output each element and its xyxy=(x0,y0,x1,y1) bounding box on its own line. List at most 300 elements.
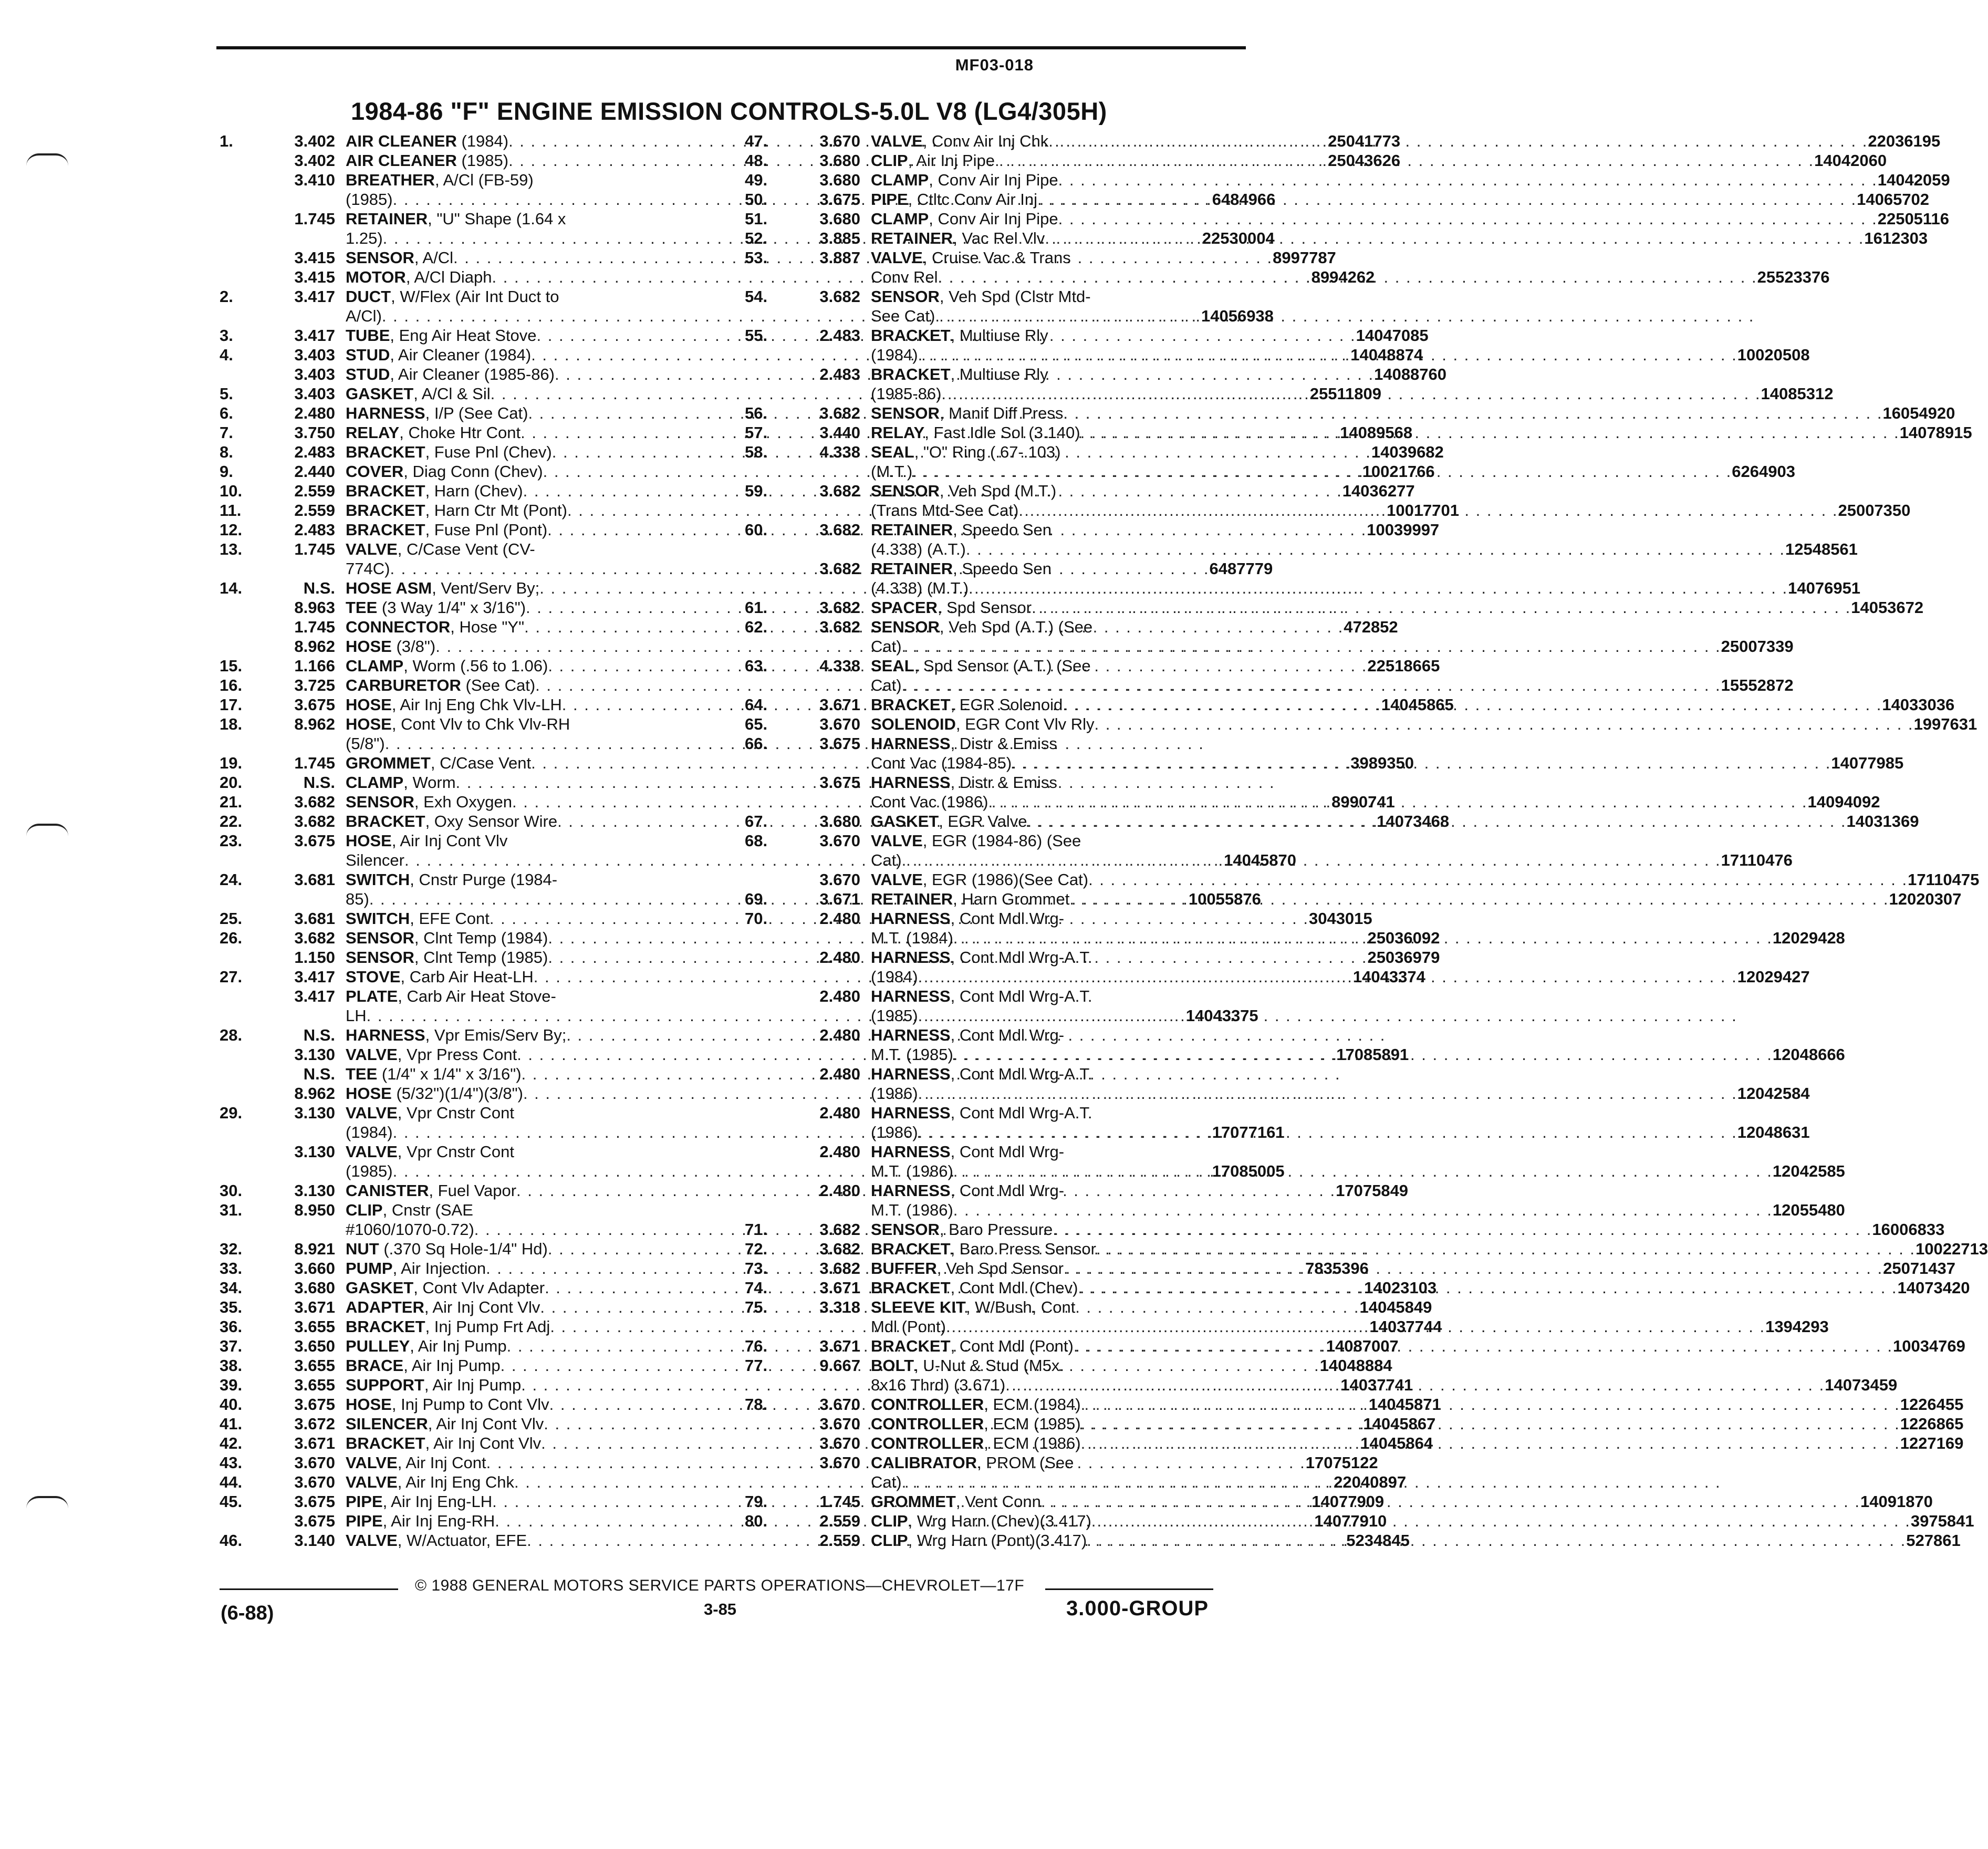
part-name: VALVE xyxy=(871,870,923,889)
group-number: 2.559 xyxy=(294,501,335,520)
description-line xyxy=(871,287,1754,306)
part-detail: , EGR (1984-86) (See xyxy=(922,832,1081,850)
part-number: 14023103 xyxy=(1364,1279,1437,1297)
description-text xyxy=(346,365,555,384)
part-number: 25036979 xyxy=(1367,948,1440,967)
leader-dots xyxy=(969,578,1788,598)
group-number: 3.670 xyxy=(819,715,860,733)
part-name: CARBURETOR xyxy=(346,676,461,694)
parts-list-item xyxy=(745,1103,1810,1142)
part-name: SENSOR xyxy=(871,1220,940,1239)
description-line xyxy=(871,1414,1963,1434)
group-number: 2.480 xyxy=(819,909,860,928)
parts-list-item xyxy=(220,345,1423,365)
part-description xyxy=(871,1511,1974,1531)
part-detail: , ECM (1986) xyxy=(984,1434,1081,1452)
item-number: 69. xyxy=(745,890,768,908)
description-line xyxy=(871,986,1737,1006)
item-number: 45. xyxy=(220,1492,243,1511)
description-line xyxy=(871,1278,1970,1297)
group-number: 3.682 xyxy=(819,559,860,578)
description-text xyxy=(871,151,995,170)
description-text xyxy=(346,1103,514,1123)
group-number: 3.671 xyxy=(819,1279,860,1297)
part-description xyxy=(871,442,1795,481)
group-number: N.S. xyxy=(303,579,335,597)
part-description xyxy=(871,831,1793,870)
description-text xyxy=(346,1220,474,1239)
part-detail: , Cnstr (SAE xyxy=(382,1201,473,1219)
parts-list-item xyxy=(220,1084,734,1103)
part-detail: , Carb Air Heat-LH xyxy=(400,968,534,986)
item-number: 51. xyxy=(745,210,768,228)
part-detail: Mdl (Pont) xyxy=(871,1317,946,1336)
part-number: 3975841 xyxy=(1910,1512,1974,1530)
part-detail: , Air Inj Eng Chk Vlv-LH xyxy=(391,695,562,714)
item-number: 61. xyxy=(745,598,768,617)
description-line xyxy=(871,1006,1737,1025)
leader-dots xyxy=(1078,1278,1897,1297)
description-text xyxy=(346,1006,367,1025)
part-detail: 8x16 Thrd) (3.671) xyxy=(871,1376,1006,1394)
description-text xyxy=(346,1161,393,1181)
item-number: 39. xyxy=(220,1376,243,1394)
part-detail: , Worm xyxy=(403,773,456,792)
description-text xyxy=(871,1064,1092,1084)
description-text xyxy=(346,462,543,481)
part-number: 10055876 xyxy=(1188,890,1261,908)
parts-list-item xyxy=(745,598,1924,617)
part-detail: , Harn Ctr Mt (Pont) xyxy=(425,501,567,520)
description-text xyxy=(346,1278,545,1297)
description-line xyxy=(871,1336,1965,1356)
punch-hole-mark xyxy=(26,1496,68,1509)
group-number: 1.150 xyxy=(294,948,335,967)
part-description xyxy=(871,1453,1721,1492)
group-number: 3.672 xyxy=(294,1415,335,1433)
description-text xyxy=(871,539,966,559)
part-number: 22530004 xyxy=(1202,229,1275,247)
description-line xyxy=(871,753,1903,773)
part-detail: Cat) xyxy=(871,851,902,869)
group-number: 3.130 xyxy=(294,1181,335,1200)
group-number: 2.480 xyxy=(819,1065,860,1083)
part-detail: , Air Inj Pump xyxy=(403,1356,501,1375)
part-description xyxy=(871,734,1903,773)
description-text xyxy=(346,714,570,734)
part-detail: , Veh Spd (M.T.) xyxy=(939,482,1057,500)
item-number: 72. xyxy=(745,1240,768,1258)
part-description xyxy=(871,1220,1944,1239)
description-text xyxy=(346,170,534,190)
group-number: 1.745 xyxy=(819,1492,860,1511)
description-line xyxy=(871,131,1940,151)
part-name: GROMMET xyxy=(346,754,431,772)
part-name: PIPE xyxy=(346,1512,383,1530)
group-number: 3.675 xyxy=(819,734,860,753)
part-number: 14089568 xyxy=(1340,423,1413,442)
group-number: 3.682 xyxy=(819,1220,860,1239)
description-line xyxy=(871,209,1949,228)
leader-dots xyxy=(1058,170,1878,190)
group-number: 1.745 xyxy=(294,618,335,636)
description-line xyxy=(871,1259,1955,1278)
item-number: 12. xyxy=(220,521,243,539)
description-text xyxy=(871,578,969,598)
group-number: 3.682 xyxy=(819,1240,860,1258)
part-detail: , Worm (.56 to 1.06) xyxy=(403,657,548,675)
group-number: 3.671 xyxy=(294,1434,335,1452)
part-number: 12055480 xyxy=(1772,1201,1845,1219)
part-detail: (1985) xyxy=(871,1006,918,1025)
part-name: SUPPORT xyxy=(346,1376,424,1394)
item-number: 7. xyxy=(220,423,233,442)
item-number: 36. xyxy=(220,1317,243,1336)
part-description xyxy=(871,248,1830,287)
description-line xyxy=(871,384,1833,403)
description-text xyxy=(346,442,552,462)
description-text xyxy=(346,773,456,792)
description-text xyxy=(871,792,988,812)
part-detail: , Vent Conn xyxy=(955,1492,1041,1511)
part-detail: , Wrg Harn (Chev)(3.417) xyxy=(908,1512,1091,1530)
group-number: N.S. xyxy=(303,773,335,792)
description-line xyxy=(871,1531,1961,1550)
description-line xyxy=(871,714,1977,734)
parts-list-item xyxy=(745,1239,1988,1259)
description-text xyxy=(871,753,1012,773)
part-name: CLIP xyxy=(871,151,908,170)
item-number: 1. xyxy=(220,132,233,150)
part-description xyxy=(871,1336,1965,1356)
description-line xyxy=(871,1103,1810,1123)
part-number: 1612303 xyxy=(1864,229,1928,247)
description-text xyxy=(871,267,938,287)
part-name: BRACKET xyxy=(871,1337,951,1355)
part-number: 14087007 xyxy=(1326,1337,1399,1355)
part-detail: , Air Inj Pump xyxy=(424,1376,522,1394)
part-name: HARNESS xyxy=(871,1181,951,1200)
leader-dots xyxy=(946,1317,1765,1336)
leader-dots xyxy=(995,151,1814,170)
part-number: 8994262 xyxy=(1311,268,1375,286)
description-text xyxy=(871,986,1092,1006)
description-text xyxy=(871,734,1057,753)
group-number: 2.483 xyxy=(819,326,860,345)
part-detail: , EGR Valve xyxy=(939,812,1027,830)
description-text xyxy=(346,870,557,889)
description-text xyxy=(871,131,1048,151)
part-number: 14076951 xyxy=(1788,579,1861,597)
leader-dots xyxy=(1081,1414,1900,1434)
description-text xyxy=(346,676,535,695)
group-number: 3.655 xyxy=(294,1356,335,1375)
item-number: 8. xyxy=(220,443,233,461)
part-number: 17110476 xyxy=(1721,851,1793,869)
description-line xyxy=(871,598,1923,617)
description-text xyxy=(346,656,548,676)
part-name: SPACER xyxy=(871,598,938,617)
part-detail: Cat) xyxy=(871,676,902,694)
part-name: CALIBRATOR xyxy=(871,1453,977,1472)
group-number: 8.950 xyxy=(294,1201,335,1219)
item-number: 13. xyxy=(220,540,243,558)
part-description xyxy=(871,1278,1970,1297)
description-line xyxy=(871,617,1794,637)
part-description xyxy=(871,773,1880,812)
part-number: 1227169 xyxy=(1900,1434,1964,1452)
punch-hole-mark xyxy=(26,153,68,166)
description-text xyxy=(346,326,537,345)
group-number: 8.962 xyxy=(294,637,335,656)
part-description xyxy=(871,209,1949,228)
part-name: TEE xyxy=(346,1065,378,1083)
part-detail: Cat) xyxy=(871,1473,902,1491)
part-number: 14045867 xyxy=(1363,1415,1436,1433)
leader-dots xyxy=(918,1084,1737,1103)
part-detail: , EGR Solenoid xyxy=(950,695,1063,714)
part-name: STUD xyxy=(346,365,390,383)
part-detail: , Speedo Sen xyxy=(953,521,1052,539)
part-detail: , W/Flex (Air Int Duct to xyxy=(391,287,559,306)
item-number: 58. xyxy=(745,443,768,461)
part-detail: , Fast Idle Sol (3.140) xyxy=(924,423,1080,442)
leader-dots xyxy=(1074,1336,1893,1356)
description-line xyxy=(871,1317,1829,1336)
parts-list-item xyxy=(745,190,1930,209)
part-name: CLIP xyxy=(871,1512,908,1530)
part-name: HOSE ASM xyxy=(346,579,432,597)
page-number: 3-85 xyxy=(704,1600,737,1618)
parts-list-item xyxy=(745,228,1928,248)
part-detail: , Vpr Press Cont xyxy=(397,1045,517,1064)
part-detail: (4.338) (A.T.) xyxy=(871,540,966,558)
part-description xyxy=(871,1297,1829,1336)
part-name: SENSOR xyxy=(871,482,940,500)
description-text xyxy=(871,423,1080,442)
group-number: 2.480 xyxy=(819,948,860,967)
part-number: 22518665 xyxy=(1367,657,1440,675)
parts-list-item xyxy=(745,889,1962,909)
part-number: 17077161 xyxy=(1212,1123,1285,1141)
parts-list-item xyxy=(745,714,1977,734)
part-detail: , Cont Mdl Wrg-A.T. xyxy=(950,1065,1092,1083)
description-text xyxy=(871,1434,1081,1453)
description-line xyxy=(871,850,1793,870)
part-name: BRACKET xyxy=(871,326,951,345)
item-number: 6. xyxy=(220,404,233,422)
description-text xyxy=(346,287,559,306)
description-text xyxy=(871,714,1094,734)
description-line xyxy=(871,481,1910,501)
parts-list-item xyxy=(220,1200,734,1239)
leader-dots xyxy=(1063,403,1882,423)
part-detail: , Ctltc Conv Air Inj xyxy=(908,190,1038,209)
group-number: 1.745 xyxy=(294,540,335,558)
item-number: 42. xyxy=(220,1434,243,1452)
description-text xyxy=(346,812,557,831)
description-line xyxy=(871,909,1845,928)
part-number: 17075849 xyxy=(1336,1181,1409,1200)
description-text xyxy=(346,1375,521,1395)
part-description xyxy=(871,1356,1897,1395)
description-text xyxy=(871,287,1091,306)
item-number: 41. xyxy=(220,1415,243,1433)
part-name: RETAINER xyxy=(871,521,953,539)
description-line xyxy=(871,170,1950,190)
part-name: SENSOR xyxy=(346,793,414,811)
part-name: HARNESS xyxy=(871,1142,951,1161)
group-number: 3.670 xyxy=(819,832,860,850)
part-number: 14045849 xyxy=(1359,1298,1432,1316)
description-text xyxy=(346,889,369,909)
description-line xyxy=(871,559,1860,578)
description-text xyxy=(871,209,1058,228)
description-text xyxy=(871,948,1092,967)
parts-list-item xyxy=(745,403,1955,423)
item-number: 2. xyxy=(220,287,233,306)
part-number: 10020508 xyxy=(1737,346,1810,364)
part-description xyxy=(871,151,1887,170)
part-detail: , Cont Mdl Wrg- xyxy=(950,909,1065,928)
part-name: SENSOR xyxy=(346,948,414,967)
part-name: BRACKET xyxy=(346,1434,425,1452)
part-name: VALVE xyxy=(871,248,923,267)
description-text xyxy=(871,967,918,986)
part-detail: M.T. (1986) xyxy=(871,1162,953,1180)
group-number: 3.682 xyxy=(819,598,860,617)
part-number: 17085005 xyxy=(1212,1162,1285,1180)
part-number: 1226455 xyxy=(1900,1395,1964,1414)
part-number: 10021766 xyxy=(1362,462,1435,481)
item-number: 57. xyxy=(745,423,768,442)
group-number: 3.671 xyxy=(819,695,860,714)
item-number: 60. xyxy=(745,521,768,539)
part-detail: , C/Case Vent (CV- xyxy=(397,540,535,558)
part-detail: (Trans Mtd-See Cat) xyxy=(871,501,1019,520)
description-line xyxy=(871,1453,1721,1472)
item-number: 52. xyxy=(745,229,768,247)
description-text xyxy=(346,228,383,248)
part-name: CLIP xyxy=(871,1531,908,1550)
description-text xyxy=(871,228,1045,248)
part-detail: #1060/1070-0.72) xyxy=(346,1220,474,1239)
part-name: ADAPTER xyxy=(346,1298,424,1316)
group-number: 3.682 xyxy=(819,618,860,636)
part-detail: , "U" Shape (1.64 x xyxy=(428,210,566,228)
part-description xyxy=(871,131,1940,151)
description-text xyxy=(871,1375,1005,1395)
description-text xyxy=(871,1103,1092,1123)
part-detail: , Air Inj Cont Vlv xyxy=(425,1434,542,1452)
description-line xyxy=(871,1161,1845,1181)
leader-dots xyxy=(953,1161,1773,1181)
part-description xyxy=(871,1414,1963,1434)
group-number: 2.480 xyxy=(819,987,860,1005)
group-number: 3.680 xyxy=(819,812,860,830)
part-name: RELAY xyxy=(346,423,400,442)
group-number: 3.417 xyxy=(294,968,335,986)
group-number: 3.682 xyxy=(294,793,335,811)
part-name: VALVE xyxy=(346,540,398,558)
part-detail: , PROM (See xyxy=(977,1453,1074,1472)
description-line xyxy=(871,792,1880,812)
part-number: 14045870 xyxy=(1224,851,1297,869)
leader-dots xyxy=(1012,753,1831,773)
description-text xyxy=(871,1531,1087,1550)
item-number: 23. xyxy=(220,832,243,850)
description-text xyxy=(346,1259,486,1278)
part-detail: , Baro Pressure xyxy=(939,1220,1053,1239)
part-number: 16006833 xyxy=(1872,1220,1945,1239)
part-number: 14077910 xyxy=(1314,1512,1387,1530)
leader-dots xyxy=(1088,870,1908,889)
page-title: 1984-86 "F" ENGINE EMISSION CONTROLS-5.0L V8 (LG4/305H) xyxy=(351,97,1107,125)
description-text xyxy=(871,559,1052,578)
part-number: 1394293 xyxy=(1765,1317,1829,1336)
group-number: 3.682 xyxy=(294,812,335,830)
group-number: 3.675 xyxy=(294,1492,335,1511)
part-name: BREATHER xyxy=(346,171,435,189)
description-line xyxy=(871,578,1860,598)
part-detail: (1986) xyxy=(871,1084,918,1103)
item-number: 4. xyxy=(220,346,233,364)
description-text xyxy=(346,1395,549,1414)
group-label: 3.000-GROUP xyxy=(1066,1597,1209,1620)
part-number: 14033036 xyxy=(1882,695,1955,714)
group-number: 3.670 xyxy=(819,1395,860,1414)
part-description xyxy=(871,909,1845,948)
description-line xyxy=(871,1045,1845,1064)
leader-dots xyxy=(912,462,1732,481)
group-number: 3.682 xyxy=(819,1259,860,1277)
leader-dots xyxy=(953,928,1773,948)
group-number: 8.921 xyxy=(294,1240,335,1258)
group-number: 3.403 xyxy=(294,365,335,383)
part-detail: , Speedo Sen xyxy=(953,559,1052,578)
part-name: STOVE xyxy=(346,968,401,986)
group-number: 3.415 xyxy=(294,268,335,286)
part-name: CLIP xyxy=(346,1201,383,1219)
parts-list-item xyxy=(220,773,734,792)
part-name: RELAY xyxy=(871,423,925,442)
part-number: 25041773 xyxy=(1328,132,1401,150)
part-detail: (M.T.) xyxy=(871,462,913,481)
leader-dots xyxy=(935,306,1754,326)
revision-date: (6-88) xyxy=(221,1602,274,1624)
leader-dots xyxy=(953,1200,1773,1220)
description-text xyxy=(346,909,490,928)
part-detail: , Vent/Serv By; xyxy=(432,579,540,597)
group-number: 2.480 xyxy=(819,1104,860,1122)
group-number: 3.670 xyxy=(819,1434,860,1452)
part-name: BRACKET xyxy=(871,1240,951,1258)
part-name: GROMMET xyxy=(871,1492,956,1511)
part-name: SENSOR xyxy=(871,287,940,306)
parts-list-item xyxy=(220,1064,734,1084)
group-number: 3.680 xyxy=(819,171,860,189)
part-number: 14056938 xyxy=(1201,307,1274,325)
group-number: 2.440 xyxy=(294,462,335,481)
part-name: SOLENOID xyxy=(871,715,956,733)
part-detail: (1985) xyxy=(346,1162,393,1180)
part-number: 12029427 xyxy=(1737,968,1810,986)
part-number: 14045865 xyxy=(1381,695,1454,714)
item-number: 24. xyxy=(220,870,243,889)
description-line xyxy=(871,1297,1829,1317)
description-text xyxy=(346,559,390,578)
description-text xyxy=(346,850,404,870)
